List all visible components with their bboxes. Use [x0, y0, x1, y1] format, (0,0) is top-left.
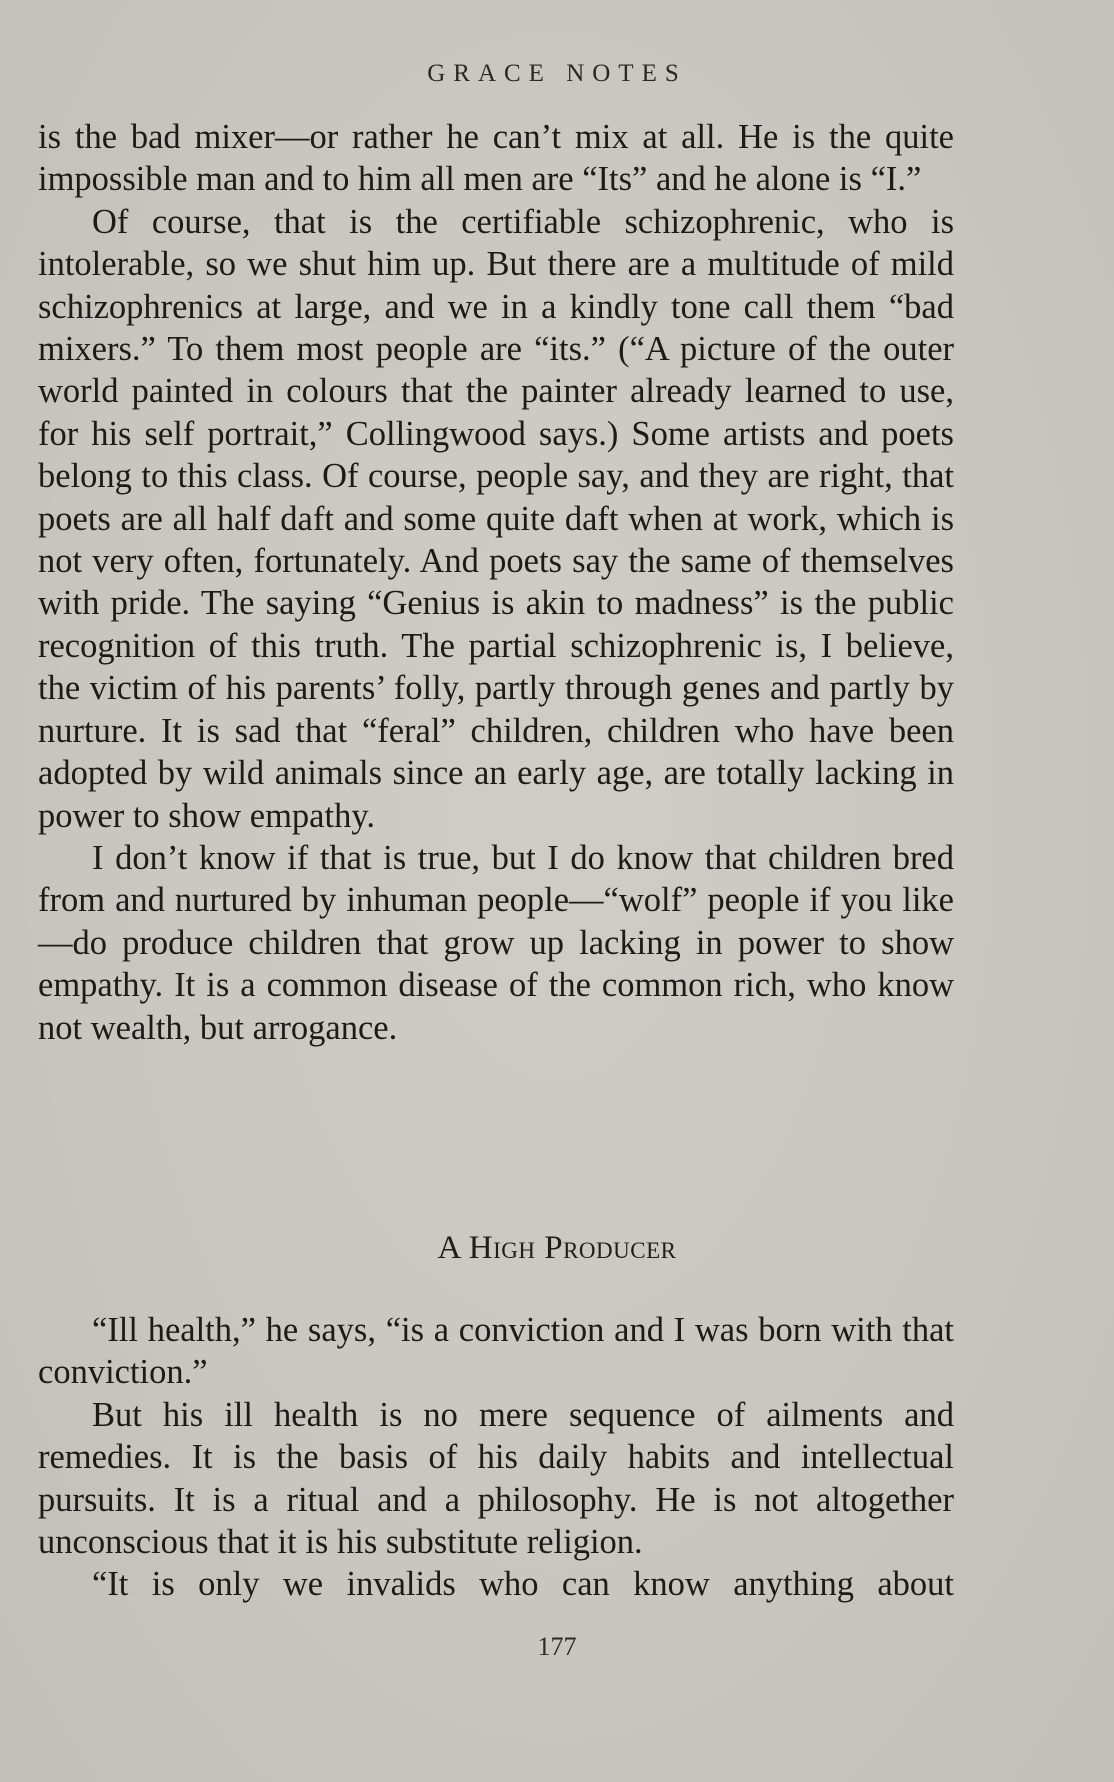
paragraph-ill-health-quote: “Ill health,” he says, “is a conviction and I was born with that conviction.” [38, 1311, 954, 1392]
text-section-one [38, 116, 954, 1049]
paragraph-invalids: “It is only we invalids who can know anything about [92, 1565, 954, 1604]
paragraph-schizophrenic: Of course, that is the certifiable schizophrenic, who is intolerable, so we shut him up. But there are a multitude of mild schizophrenics at large, and we in a kindly tone call them “bad mixers.” To them most people are “its.” (“A picture of the outer world painted in colours that the painter already learned to use, for his self portrait,” Collingwood says.) Some artists and poets belong to this class. Of course, people say, and they are right, that poets are all half daft and some quite daft when at work, which is not very often, fortunately. And poets say the same of themselves with pride. The saying “Genius is akin to madness” is the public recognition of this truth. The partial schizophrenic is, I believe, the victim of his parents’ folly, partly through genes and partly by nurture. It is sad that “feral” children, children who have been adopted by wild animals since an early age, are totally lacking in power to show empathy. [38, 202, 954, 835]
section-title: A High Producer [437, 1230, 677, 1266]
paragraph-empathy: I don’t know if that is true, but I do know that children bred from and nurtured by inhuman people—“wolf” people if you like—do produce children that grow up lacking in power to show empathy. It is a common disease of the common rich, who know not wealth, but arrogance. [38, 838, 954, 1047]
paragraph-ritual: But his ill health is no mere sequence of ailments and remedies. It is the basis of his daily habits and intellectual pursuits. It is a ritual and a philosophy. He is not altogether unconscious that it is his substitute religion. [38, 1395, 954, 1562]
page-number: 177 [537, 1632, 577, 1661]
running-head: GRACE NOTES [427, 60, 687, 87]
paragraph-continued: is the bad mixer—or rather he can’t mix at all. He is the quite impossible man and to him all men are “Its” and he alone is “I.” [38, 118, 954, 199]
text-section-two [38, 1309, 954, 1606]
